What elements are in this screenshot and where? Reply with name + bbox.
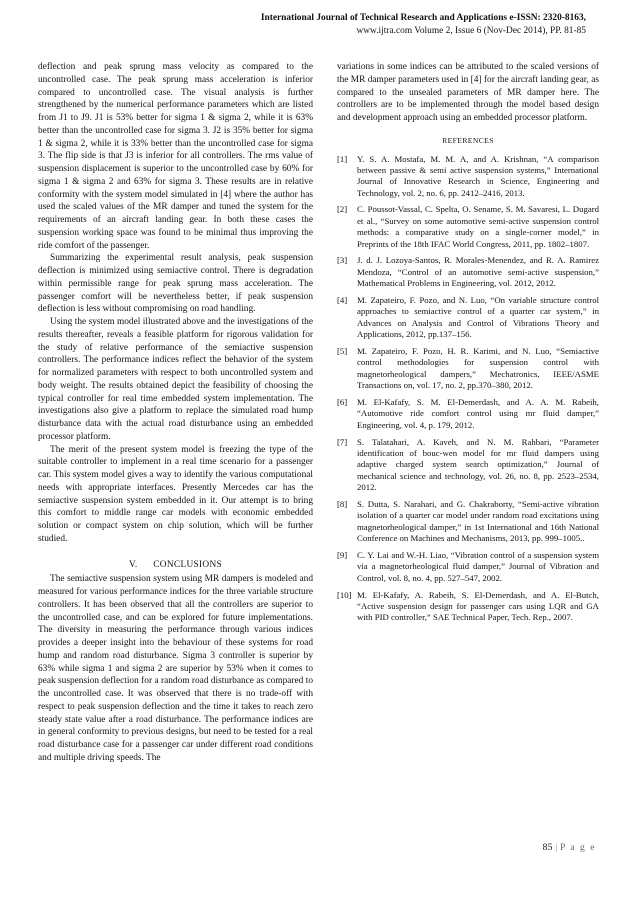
- reference-item: [337, 255, 599, 289]
- reference-number: [3]: [337, 255, 348, 266]
- reference-number: [1]: [337, 153, 348, 164]
- right-column: [337, 61, 599, 629]
- reference-text: M. Zapateiro, F. Pozo, H. R. Karimi, and N. Luo, “Semiactive control methodologies for suspension control with magnetorheological dampers,” Mechatronics, IEEE/ASME Transactions on, vol. 17, no. 2, pp.370–380, 2012.: [357, 346, 599, 391]
- reference-number: [10]: [337, 589, 352, 600]
- reference-list: [337, 154, 599, 624]
- body-paragraph: Summarizing the experimental result analysis, peak suspension deflection is minimized using semiactive control. There is degradation within permissible range for peak sprung mass acceleration. The passenger comfort will be nevertheless better, if peak suspension deflection is less without compromising on road handling.: [38, 253, 313, 315]
- page-footer: [543, 842, 596, 853]
- running-header: [261, 12, 586, 37]
- journal-details: www.ijtra.com Volume 2, Issue 6 (Nov-Dec 2014), PP. 81-85: [356, 25, 586, 36]
- reference-item: [337, 397, 599, 431]
- reference-text: S. Dutta, S. Narahari, and G. Chakraborty, “Semi-active vibration isolation of a quarter car model under random road excitations using magnetorheological damper,” in 1st International and 16th National Conference on Machines and Mechanisms, 2013, pp. 999–1005..: [357, 498, 599, 543]
- body-paragraph: The merit of the present system model is freezing the type of the suitable controller to implement in a real time scenario for a passenger car. This system model gives a way to identify the various computational needs with appropriate interfaces. Presently Mercedes car has the semiactive suspension system embedded in it. Our attempt is to bring this comfort to middle range car models with economic embedded solution or compact system on chip solution, which will be further studied.: [38, 444, 313, 544]
- reference-number: [4]: [337, 295, 348, 306]
- reference-item: [337, 550, 599, 584]
- reference-number: [2]: [337, 204, 348, 215]
- reference-number: [8]: [337, 498, 348, 509]
- page-label: P a g e: [560, 842, 596, 853]
- reference-number: [6]: [337, 397, 348, 407]
- reference-number: [7]: [337, 436, 348, 447]
- page-number: 85: [542, 842, 553, 853]
- reference-text: M. El-Kafafy, A. Rabeih, S. El-Demerdash, and A. El-Butch, “Active suspension design for passenger cars using LQR and GA with PID controller,” SAE Technical Paper, Tech. Rep., 2007.: [357, 589, 599, 623]
- continuation-paragraph: variations in some indices can be attributed to the scaled versions of the MR damper parameters used in [4] for the aircraft landing gear, as compared to the unsealed parameters of MR damper here. The controllers are to be implemented through the model based design and development approach using an embedded processor platform.: [337, 62, 599, 123]
- references-heading: REFERENCES: [442, 135, 494, 145]
- reference-text: J. d. J. Lozoya-Santos, R. Morales-Menendez, and R. A. Ramirez Mendoza, “Control of an automotive semi-active suspension,” Mathematical Problems in Engineering, vol. 2012, 2012.: [357, 255, 599, 289]
- reference-item: [337, 154, 599, 199]
- section-heading-conclusions: V. CONCLUSIONS: [128, 559, 222, 570]
- reference-number: [9]: [337, 549, 348, 560]
- reference-text: Y. S. A. Mostafa, M. M. A, and A. Krishnan, “A comparison between passive & semi active suspension systems,” International Journal of Innovative Research in Science, Engineering and Technology, vol. 2, no. 6, pp. 2412–2416, 2013.: [357, 153, 599, 198]
- reference-item: [337, 437, 599, 494]
- reference-text: M. Zapateiro, F. Pozo, and N. Luo, “On variable structure control approaches to semiactive control of a quarter car system,” in Advances on Analysis and Control of Vibrations Theory and Applications, 2012, pp.137–156.: [357, 295, 599, 340]
- body-paragraph: Using the system model illustrated above and the investigations of the results thereafter, reveals a feasible platform for rigorous validation for the study of relative performance of the semiactive suspension controllers. The performance indices reflect the behavior of the system for normalized parameters with respect to both uncontrolled system and body weight. The results obtained depict the feasibility of choosing the typical controller for real time embedded system implementation. The investigations also give a platform to replace the simulated road hump disturbance data with the actual road disturbance using an embedded processor platform.: [38, 317, 313, 442]
- reference-item: [337, 346, 599, 391]
- reference-number: [5]: [337, 346, 348, 357]
- reference-text: M. El-Kafafy, S. M. El-Demerdash, and A. A. M. Rabeih, “Automotive ride comfort control using mr fluid damper,” Engineering, vol. 4, p. 179, 2012.: [357, 397, 599, 430]
- reference-item: [337, 499, 599, 544]
- footer-separator: |: [555, 842, 558, 853]
- reference-item: [337, 590, 599, 624]
- journal-title: International Journal of Technical Research and Applications e-ISSN: 2320-8163,: [260, 13, 586, 23]
- conclusion-paragraph: The semiactive suspension system using MR dampers is modeled and measured for various performance indices for the three variable structure controllers. It has been observed that all the controllers are superior to the uncontrolled case, and can be explored for future implementations. The diversity in measuring the performance through various indices provides a deeper insight into the behaviour of these systems for road hump and random road disturbance. Sigma 3 controller is superior by 63% while sigma 1 and sigma 2 are superior by 53% when it comes to peak suspension deflection for a random road disturbance as compared to the uncontrolled case. It was observed that there is no trade-off with respect to peak suspension deflection and the time it takes to reach zero steady state value after a road disturbance. The performance indices are in general conformity to previous designs, but need to be tested for a real road disturbance case for a passenger car under different road conditions and multiple driving speeds. The: [38, 574, 313, 763]
- reference-item: [337, 295, 599, 340]
- reference-item: [337, 204, 599, 249]
- left-column: [38, 61, 313, 765]
- reference-text: C. Y. Lai and W.-H. Liao, “Vibration control of a suspension system via a magnetorheological fluid damper,” Journal of Vibration and Control, vol. 8, no. 4, pp. 527–547, 2002.: [357, 549, 599, 583]
- body-paragraph: deflection and peak sprung mass velocity as compared to the uncontrolled case. The peak sprung mass acceleration is inferior compared to uncontrolled case. The visual analysis is further strengthened by the numerical performance parameters which are listed from J1 to J9. J1 is 53% better for sigma 1 & sigma 2, while it is 63% better than the uncontrolled case for sigma 3. J2 is 35% better for sigma 1 & sigma 2, while it is 33% better than the uncontrolled case for sigma 3. The flip side is that J3 is inferior for all controllers. The rms value of suspension displacement is superior to the uncontrolled case by 60% for sigma 1 & sigma 2 and 63% for sigma 3. These results are in relative conformity with the system model simulated in [4] where the author has used the scaled values of the MR damper and tuned the system for the requirements of an aircraft landing gear. In both these cases the suspension working space was found to be minimal thus improving the ride comfort of the passenger.: [38, 62, 313, 251]
- reference-text: S. Talatahari, A. Kaveh, and N. M. Rahbari, “Parameter identification of bouc-wen model for mr fluid dampers using adaptive charged system search optimization,” Journal of mechanical science and technology, vol. 26, no. 8, pp. 2523–2534, 2012.: [357, 436, 599, 492]
- reference-text: C. Poussot-Vassal, C. Spelta, O. Sename, S. M. Savaresi, L. Dugard et al., “Survey on some automotive semi-active suspension control methods: a comparative study on a single-corner model,” in Preprints of the 18th IFAC World Congress, 2011, pp. 1802–1807.: [357, 204, 599, 249]
